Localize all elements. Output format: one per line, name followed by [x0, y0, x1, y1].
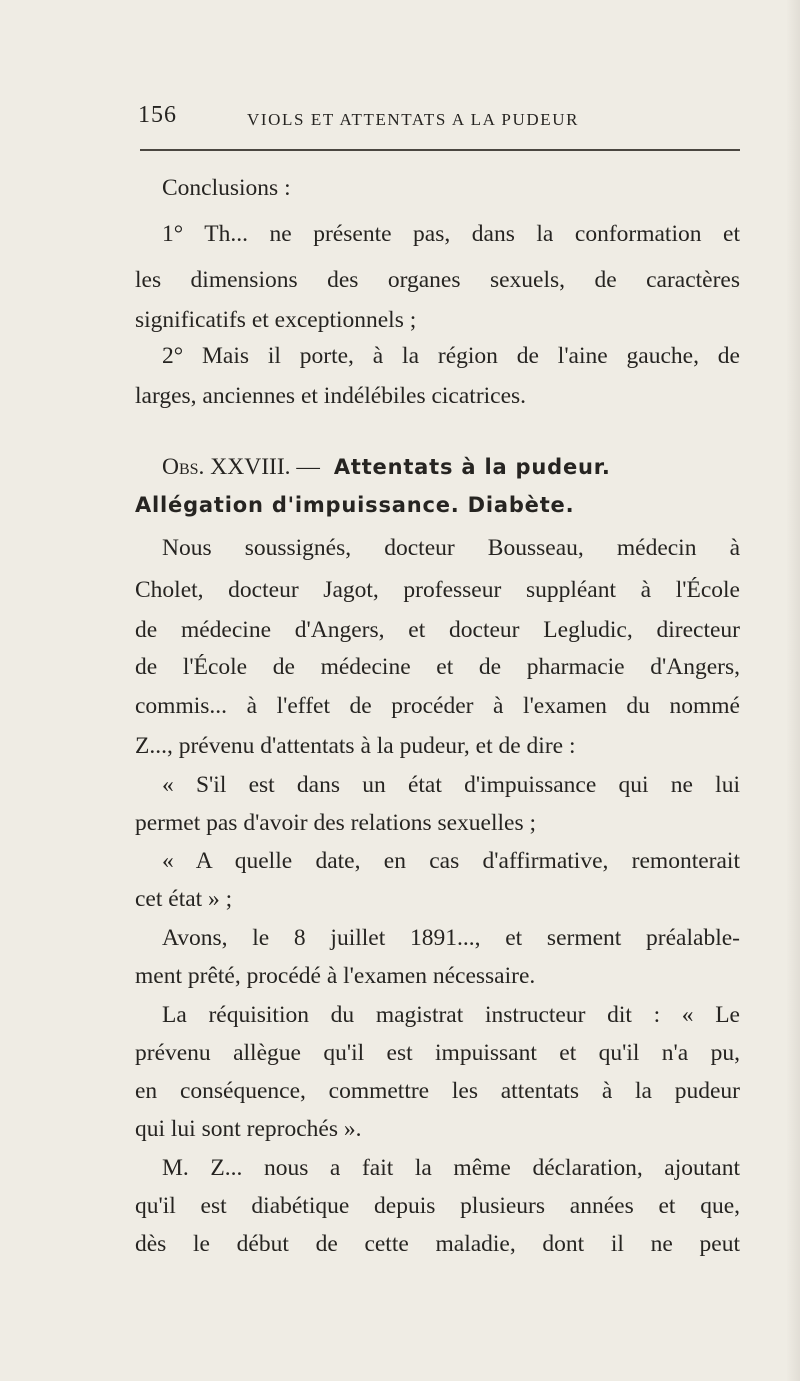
text-line: significatifs et exceptionnels ;	[135, 307, 417, 333]
observation-heading	[135, 449, 740, 485]
text-line: ment prêté, procédé à l'examen nécessaire.	[135, 963, 536, 989]
text-line: les dimensions des organes sexuels, de caractères	[135, 267, 740, 293]
text-line: larges, anciennes et indélébiles cicatrices.	[135, 383, 527, 409]
header-rule	[140, 149, 740, 151]
text-line: de médecine d'Angers, et docteur Legludic, directeur	[135, 617, 740, 643]
text-line: en conséquence, commettre les attentats à la pudeur	[135, 1078, 740, 1104]
text-line: 1° Th... ne présente pas, dans la conformation et	[162, 221, 740, 247]
text-line: Cholet, docteur Jagot, professeur suppléant à l'École	[135, 577, 740, 603]
page-edge-shadow	[786, 0, 800, 1381]
text-line: dès le début de cette maladie, dont il ne peut	[135, 1231, 740, 1257]
text-line: Avons, le 8 juillet 1891..., et serment préalable-	[162, 925, 740, 951]
text-line: « S'il est dans un état d'impuissance qui ne lui	[162, 772, 740, 798]
text-line: Z..., prévenu d'attentats à la pudeur, et de dire :	[135, 733, 576, 759]
text-line: commis... à l'effet de procéder à l'examen du nommé	[135, 693, 740, 719]
text-line: Nous soussignés, docteur Bousseau, médecin à	[162, 535, 740, 561]
text-line: Conclusions :	[162, 175, 291, 201]
text-line: 2° Mais il porte, à la région de l'aine gauche, de	[162, 343, 740, 369]
text-line: de l'École de médecine et de pharmacie d'Angers,	[135, 654, 740, 680]
text-line: qui lui sont reprochés ».	[135, 1116, 362, 1142]
running-title: VIOLS ET ATTENTATS A LA PUDEUR	[247, 110, 580, 129]
text-line: qu'il est diabétique depuis plusieurs années et que,	[135, 1193, 740, 1219]
text-line: « A quelle date, en cas d'affirmative, remonterait	[162, 848, 740, 874]
page-number: 156	[138, 102, 177, 128]
page-header	[135, 100, 740, 140]
text-line: cet état » ;	[135, 886, 233, 912]
observation-number: Obs. XXVIII. —	[162, 454, 320, 480]
text-line: La réquisition du magistrat instructeur dit : « Le	[162, 1002, 740, 1028]
observation-subtitle: Allégation d'impuissance. Diabète.	[135, 493, 575, 517]
observation-title: Attentats à la pudeur.	[333, 455, 611, 479]
text-line: permet pas d'avoir des relations sexuelles ;	[135, 810, 537, 836]
text-line: M. Z... nous a fait la même déclaration, ajoutant	[162, 1155, 740, 1181]
text-line: prévenu allègue qu'il est impuissant et qu'il n'a pu,	[135, 1040, 740, 1066]
